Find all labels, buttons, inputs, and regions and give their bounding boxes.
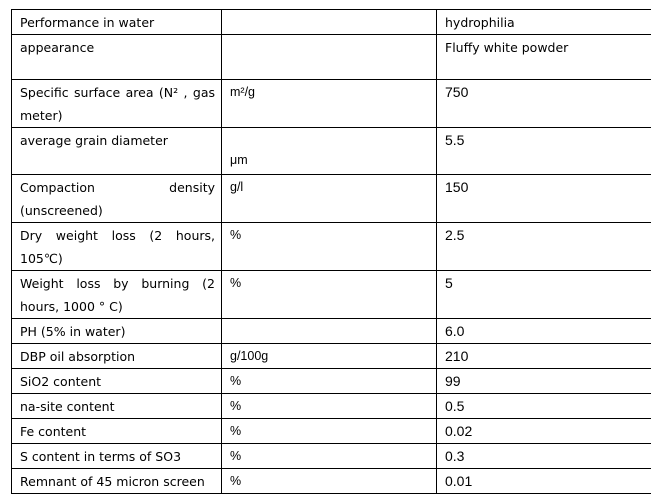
table-row <box>12 10 651 35</box>
table-row <box>12 469 651 494</box>
property-cell: PH (5% in water) <box>12 319 222 344</box>
table-row <box>12 223 651 271</box>
unit-cell: m²/g <box>222 80 437 128</box>
unit-cell: g/100g <box>222 344 437 369</box>
property-cell: Dry weight loss (2 hours, 105℃) <box>12 223 222 271</box>
value-cell: 5.5 <box>437 128 651 175</box>
spec-table <box>11 9 651 494</box>
table-row <box>12 394 651 419</box>
value-cell: 99 <box>437 369 651 394</box>
property-cell: S content in terms of SO3 <box>12 444 222 469</box>
table-row <box>12 80 651 128</box>
value-cell: 0.02 <box>437 419 651 444</box>
unit-cell: % <box>222 394 437 419</box>
table-row <box>12 271 651 319</box>
property-cell: Remnant of 45 micron screen <box>12 469 222 494</box>
value-cell: Fluffy white powder <box>437 35 651 80</box>
property-cell: average grain diameter <box>12 128 222 175</box>
property-cell: na-site content <box>12 394 222 419</box>
property-cell: Performance in water <box>12 10 222 35</box>
unit-cell: % <box>222 444 437 469</box>
unit-cell: % <box>222 271 437 319</box>
table-row <box>12 369 651 394</box>
value-cell: 0.3 <box>437 444 651 469</box>
table-row <box>12 319 651 344</box>
table-row <box>12 419 651 444</box>
property-cell: SiO2 content <box>12 369 222 394</box>
unit-cell: % <box>222 369 437 394</box>
table-row <box>12 344 651 369</box>
property-cell: Fe content <box>12 419 222 444</box>
value-cell: 210 <box>437 344 651 369</box>
table-row <box>12 175 651 223</box>
table-row <box>12 444 651 469</box>
unit-cell <box>222 10 437 35</box>
value-cell: 5 <box>437 271 651 319</box>
property-cell: appearance <box>12 35 222 80</box>
unit-cell: % <box>222 419 437 444</box>
spec-table-body <box>12 10 651 494</box>
table-row <box>12 128 651 175</box>
unit-cell: % <box>222 223 437 271</box>
value-cell: 0.5 <box>437 394 651 419</box>
property-cell: DBP oil absorption <box>12 344 222 369</box>
property-cell: Weight loss by burning (2 hours, 1000 ° C) <box>12 271 222 319</box>
value-cell: 6.0 <box>437 319 651 344</box>
property-cell: Compaction density (unscreened) <box>12 175 222 223</box>
unit-cell <box>222 319 437 344</box>
table-row <box>12 35 651 80</box>
value-cell: 2.5 <box>437 223 651 271</box>
property-cell: Specific surface area (N² , gas meter) <box>12 80 222 128</box>
value-cell: hydrophilia <box>437 10 651 35</box>
unit-cell: g/l <box>222 175 437 223</box>
unit-cell: % <box>222 469 437 494</box>
value-cell: 150 <box>437 175 651 223</box>
value-cell: 0.01 <box>437 469 651 494</box>
unit-cell <box>222 35 437 80</box>
unit-cell: μm <box>222 128 437 175</box>
value-cell: 750 <box>437 80 651 128</box>
